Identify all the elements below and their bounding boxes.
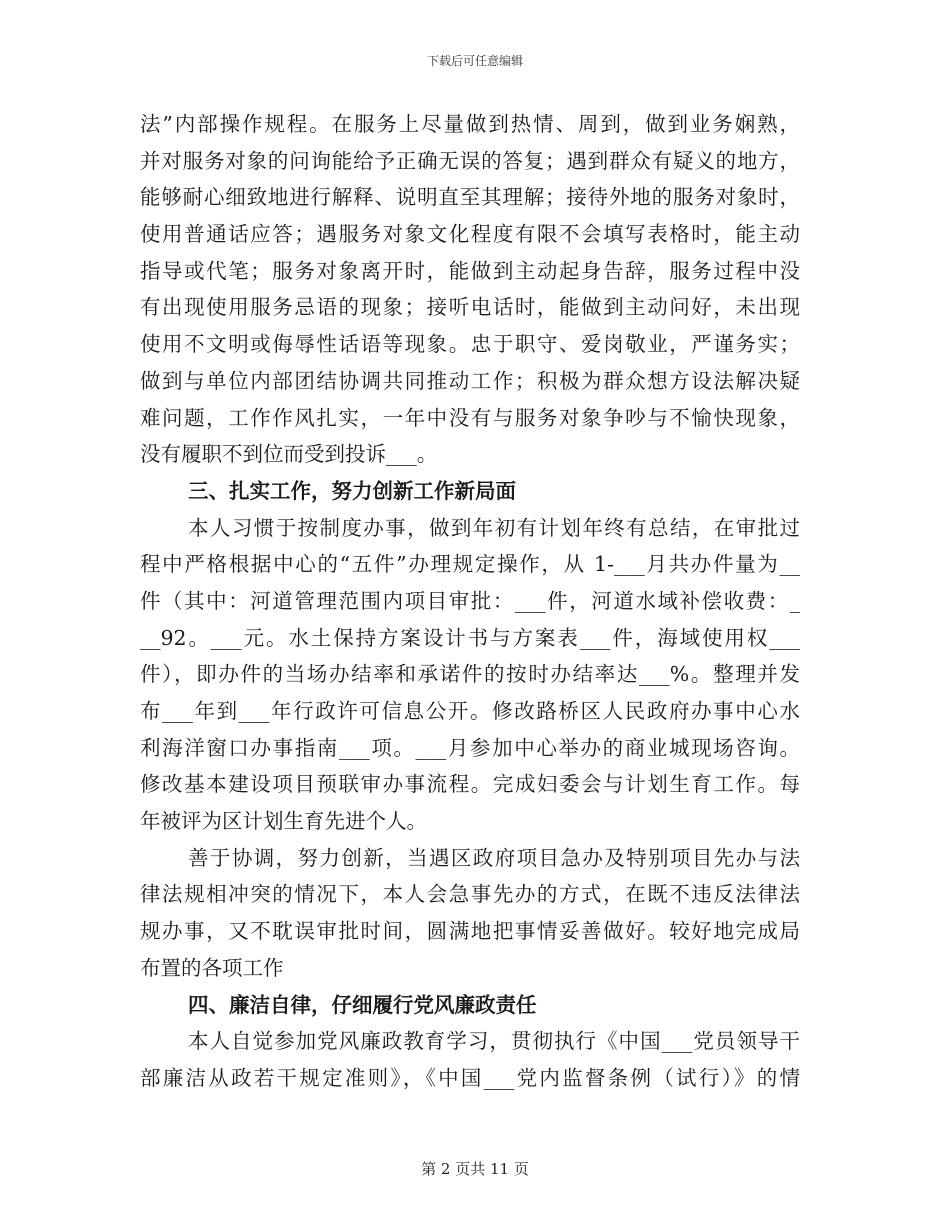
text-line: 使用普通话应答；遇服务对象文化程度有限不会填写表格时，能主动 (140, 222, 800, 247)
text-line: 难问题，工作作风扎实，一年中没有与服务对象争吵与不愉快现象， (140, 405, 800, 430)
text-line: 法”内部操作规程。在服务上尽量做到热情、周到，做到业务娴熟， (140, 112, 800, 136)
text-line: 能够耐心细致地进行解释、说明直至其理解；接待外地的服务对象时， (140, 185, 800, 210)
text-line: 规办事，又不耽误审批时间，圆满地把事情妥善做好。较好地完成局 (140, 919, 800, 944)
section-heading: 四、廉洁自律，仔细履行党风廉政责任 (188, 992, 537, 1017)
text-line: 程中严格根据中心的“五件”办理规定操作，从 1-___月共办件量为__ (140, 552, 800, 577)
text-line: 本人自觉参加党风廉政教育学习，贯彻执行《中国___党员领导干 (188, 1029, 800, 1054)
text-line: 使用不文明或侮辱性话语等现象。忠于职守、爱岗敬业，严谨务实； (140, 332, 800, 357)
text-line: 布___年到___年行政许可信息公开。修改路桥区人民政府办事中心水 (140, 699, 800, 723)
text-line: __92。___元。水土保持方案设计书与方案表___件，海域使用权___ (140, 625, 800, 650)
text-line: 本人习惯于按制度办事，做到年初有计划年终有总结，在审批过 (188, 515, 800, 540)
text-line: 年被评为区计划生育先进个人。 (140, 809, 427, 834)
document-body (140, 106, 800, 1097)
page-footer: 第 2 页共 11 页 (421, 1160, 529, 1178)
text-line: 指导或代笔；服务对象离开时，能做到主动起身告辞，服务过程中没 (140, 258, 800, 283)
section-heading: 三、扎实工作，努力创新工作新局面 (188, 478, 516, 503)
text-line: 利海洋窗口办事指南___项。___月参加中心举办的商业城现场咨询。 (140, 735, 800, 760)
text-line: 做到与单位内部团结协调共同推动工作；积极为群众想方设法解决疑 (140, 368, 800, 393)
text-line: 有出现使用服务忌语的现象；接听电话时，能做到主动问好，未出现 (140, 295, 800, 320)
text-line: 没有履职不到位而受到投诉___。 (140, 442, 438, 467)
text-line: 部廉洁从政若干规定准则》，《中国___党内监督条例（试行）》的情 (140, 1065, 800, 1090)
text-line: 善于协调，努力创新，当遇区政府项目急办及特别项目先办与法 (188, 845, 800, 870)
page-header: 下载后可任意编辑 (426, 54, 523, 68)
text-line: 修改基本建设项目预联审办事流程。完成妇委会与计划生育工作。每 (140, 772, 800, 797)
text-line: 并对服务对象的问询能给予正确无误的答复；遇到群众有疑义的地方， (140, 148, 800, 173)
text-line: 律法规相冲突的情况下，本人会急事先办的方式，在既不违反法律法 (140, 882, 800, 907)
text-line: 件），即办件的当场办结率和承诺件的按时办结率达___%。整理并发 (140, 662, 800, 687)
text-line: 布置的各项工作 (140, 955, 284, 980)
text-line: 件（其中：河道管理范围内项目审批：___件，河道水域补偿收费：_ (140, 588, 800, 613)
